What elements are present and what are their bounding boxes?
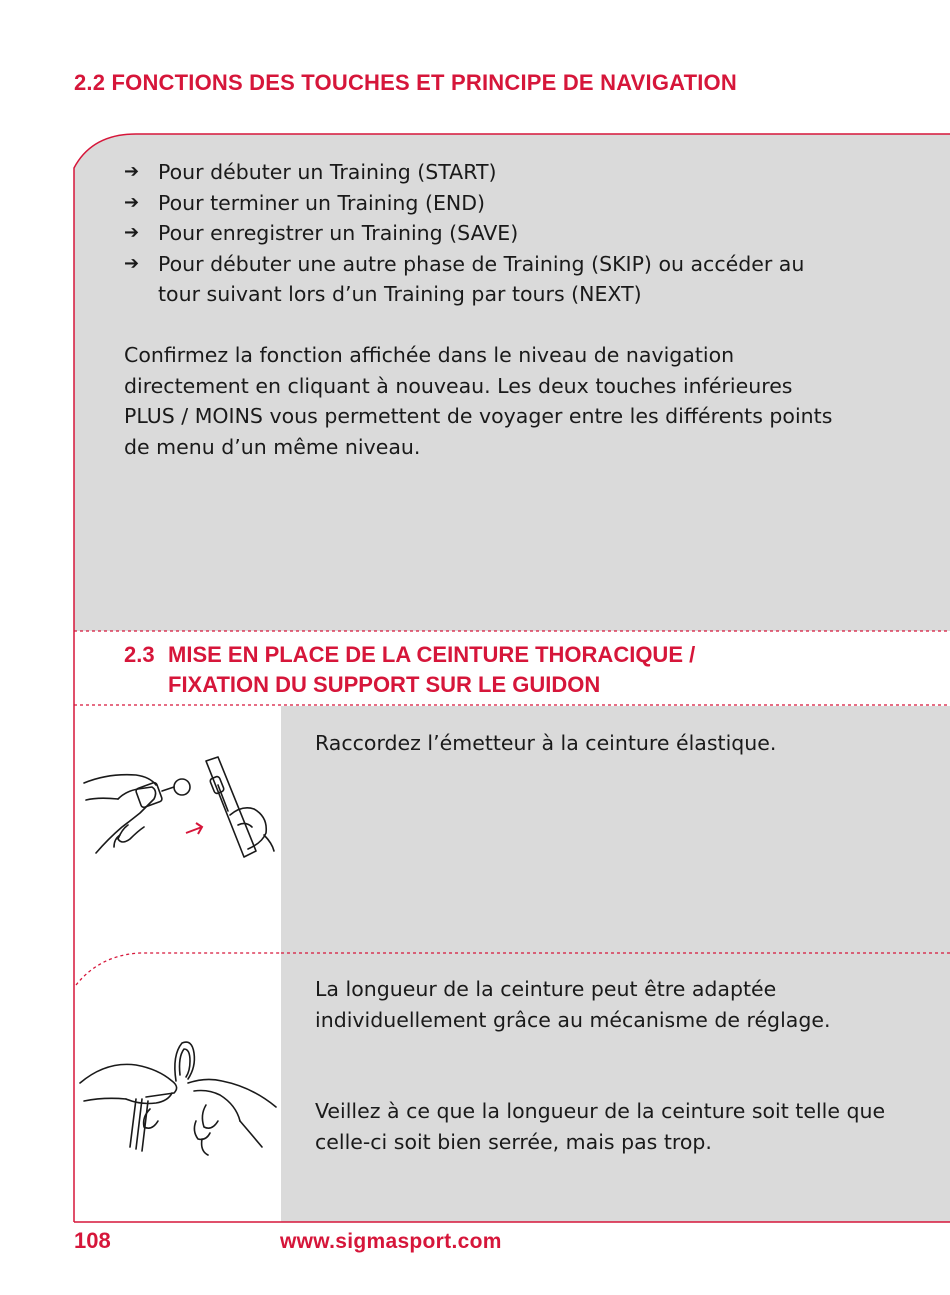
arrow-right-icon: ➔ <box>124 222 140 243</box>
section-heading: 2.2 FONCTIONS DES TOUCHES ET PRINCIPE DE NAVIGATION <box>74 70 737 95</box>
arrow-right-icon: ➔ <box>124 252 140 274</box>
step1-text: Raccordez l’émetteur à la ceinture élastique. <box>315 731 777 755</box>
list-item: ➔ Pour terminer un Training (END) <box>124 188 824 219</box>
list-item: ➔ Pour débuter un Training (START) <box>124 157 824 188</box>
function-list <box>124 157 824 310</box>
subsection-heading-line2: FIXATION DU SUPPORT SUR LE GUIDON <box>168 672 601 697</box>
arrow-right-icon: ➔ <box>124 191 140 213</box>
subsection-heading <box>124 640 695 700</box>
belt-adjust-illustration <box>76 1035 281 1165</box>
step2-text-adjust: La longueur de la ceinture peut être adaptée individuellement grâce au mécanisme de réglage. <box>315 977 831 1032</box>
step2-text-tightness: Veillez à ce que la longueur de la ceinture soit telle que celle-ci soit bien serrée, mais pas trop. <box>315 1099 886 1154</box>
subsection-number: 2.3 <box>124 642 155 667</box>
list-item: ➔ Pour débuter une autre phase de Training (SKIP) ou accéder au tour suivant lors d’un Training par tours (NEXT) <box>124 249 824 310</box>
transmitter-attach-illustration <box>78 755 278 870</box>
arrow-right-icon: ➔ <box>124 161 140 182</box>
list-item: ➔ Pour enregistrer un Training (SAVE) <box>124 218 824 249</box>
subsection-heading-line1: MISE EN PLACE DE LA CEINTURE THORACIQUE / <box>168 642 696 667</box>
navigation-paragraph: Confirmez la fonction affichée dans le niveau de navigation directement en cliquant à nouveau. Les deux touches inférieures PLUS / MOINS vous permettent de voyager entre les différents points de menu d’un même niveau. <box>124 343 833 459</box>
page-number: 108 <box>74 1228 111 1253</box>
website-link[interactable]: www.sigmasport.com <box>280 1230 502 1253</box>
